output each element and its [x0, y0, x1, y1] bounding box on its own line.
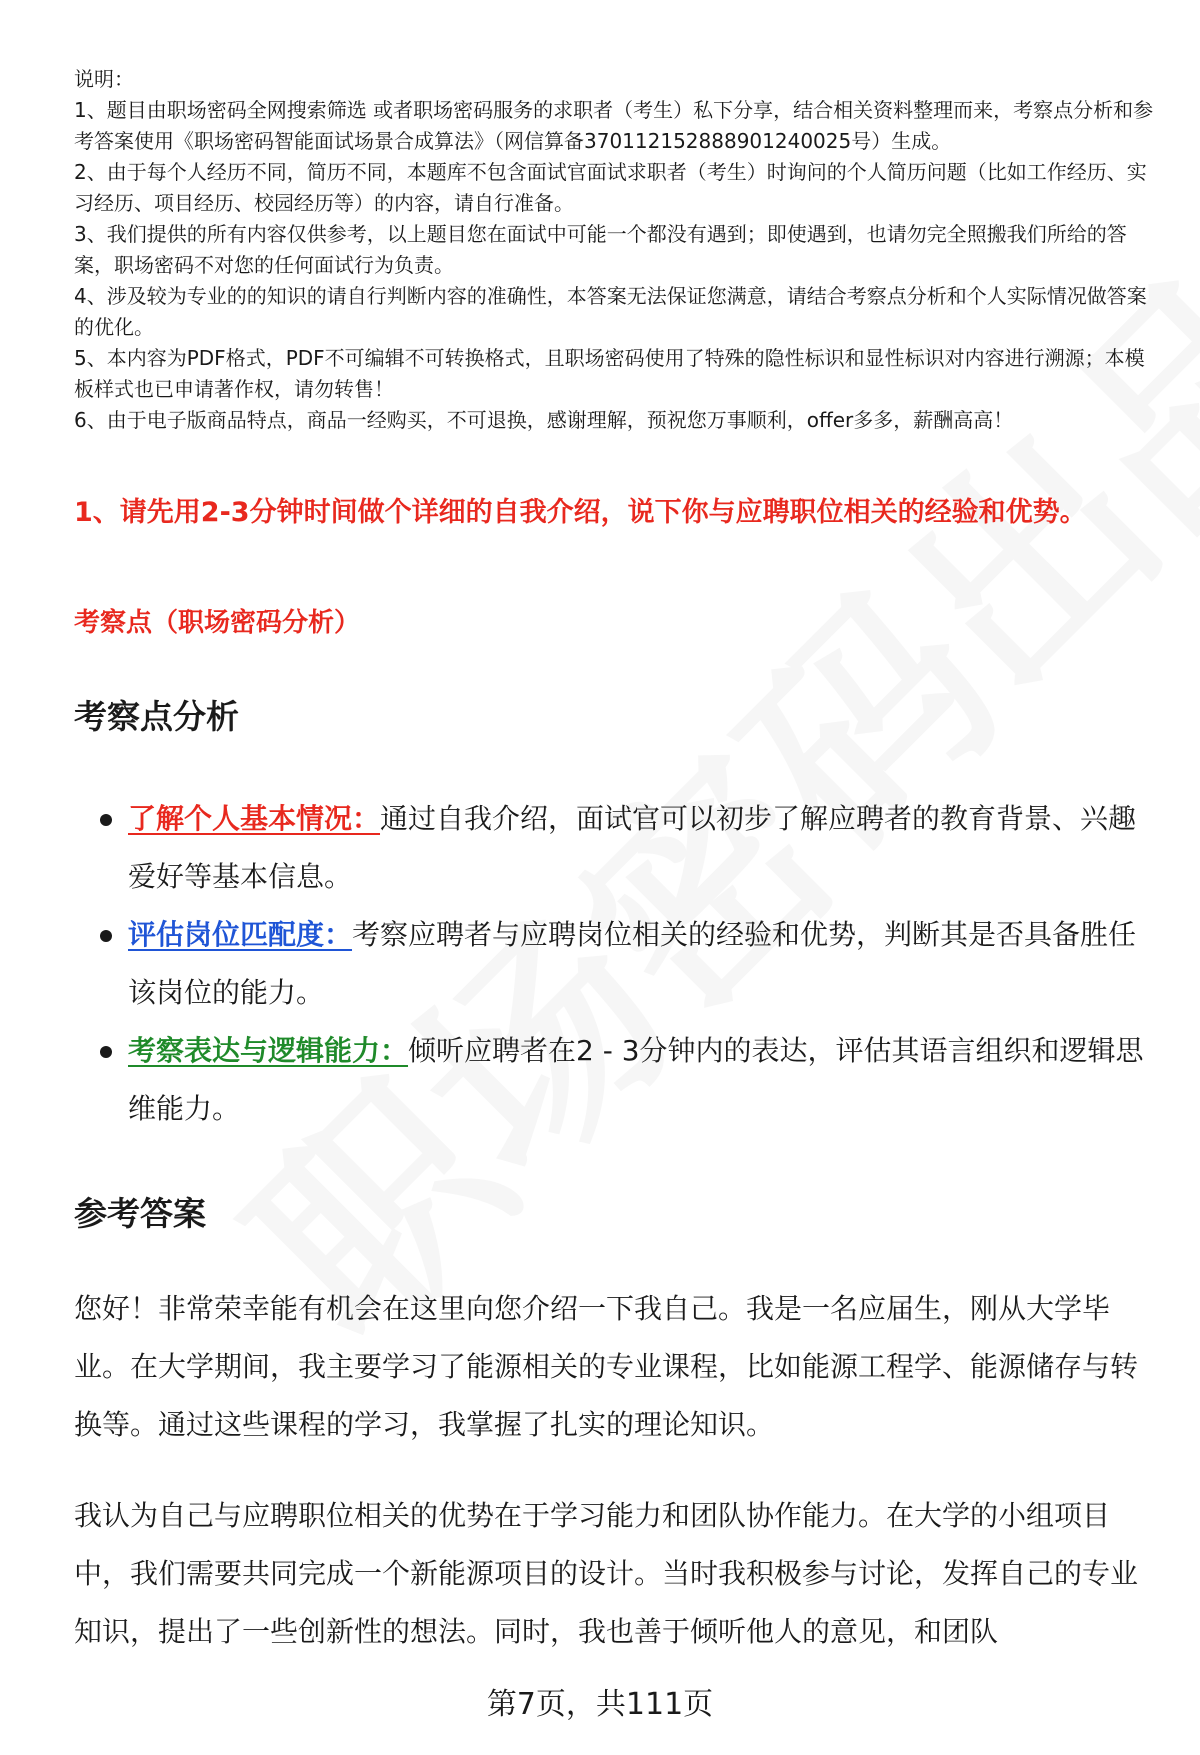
note-item: 4、涉及较为专业的的知识的请自行判断内容的准确性，本答案无法保证您满意，请结合考察点分析和个人实际情况做答案的优化。 — [74, 284, 1147, 339]
analysis-point — [74, 1022, 1164, 1138]
bullet-icon — [100, 930, 112, 942]
point-term: 评估岗位匹配度： — [128, 918, 353, 951]
answer-paragraph: 您好！非常荣幸能有机会在这里向您介绍一下我自己。我是一名应届生，刚从大学毕业。在大学期间，我主要学习了能源相关的专业课程，比如能源工程学、能源储存与转换等。通过这些课程的学习，我掌握了扎实的理论知识。 — [74, 1292, 1139, 1441]
analysis-points — [74, 790, 1164, 1138]
point-term: 考察表达与逻辑能力： — [128, 1034, 409, 1067]
answer-paragraph: 我认为自己与应聘职位相关的优势在于学习能力和团队协作能力。在大学的小组项目中，我们需要共同完成一个新能源项目的设计。当时我积极参与讨论，发挥自己的专业知识，提出了一些创新性的想法。同时，我也善于倾听他人的意见，和团队 — [74, 1499, 1139, 1648]
analysis-point — [74, 906, 1164, 1022]
note-item: 6、由于电子版商品特点，商品一经购买，不可退换，感谢理解，预祝您万事顺利，offer多多，薪酬高高！ — [74, 408, 1014, 432]
analysis-point — [74, 790, 1164, 906]
point-text: 考察应聘者与应聘岗位相关的经验和优势，判断其是否具备胜任该岗位的能力。 — [128, 918, 1137, 1009]
analysis-heading: 考察点分析 — [74, 697, 239, 736]
question-title: 1、请先用2-3分钟时间做个详细的自我介绍，说下你与应聘职位相关的经验和优势。 — [74, 497, 1087, 528]
page-number: 第7页，共111页 — [486, 1687, 714, 1722]
point-text: 通过自我介绍，面试官可以初步了解应聘者的教育背景、兴趣爱好等基本信息。 — [128, 802, 1137, 893]
bullet-icon — [100, 1046, 112, 1058]
point-term: 了解个人基本情况： — [128, 802, 381, 835]
question-subtitle: 考察点（职场密码分析） — [74, 608, 361, 638]
note-item: 1、题目由职场密码全网搜索筛选 或者职场密码服务的求职者（考生）私下分享，结合相关资料整理而来，考察点分析和参考答案使用《职场密码智能面试场景合成算法》（网信算备370112152888901240025号）生成。 — [74, 98, 1154, 153]
bullet-icon — [100, 814, 112, 826]
notes-title: 说明： — [74, 67, 134, 91]
point-text: 倾听应聘者在2 - 3分钟内的表达，评估其语言组织和逻辑思维能力。 — [128, 1034, 1144, 1125]
answer-heading: 参考答案 — [74, 1194, 206, 1233]
note-item: 5、本内容为PDF格式，PDF不可编辑不可转换格式，且职场密码使用了特殊的隐性标识和显性标识对内容进行溯源；本模板样式也已申请著作权，请勿转售！ — [74, 346, 1145, 401]
note-item: 3、我们提供的所有内容仅供参考，以上题目您在面试中可能一个都没有遇到；即使遇到，也请勿完全照搬我们所给的答案，职场密码不对您的任何面试行为负责。 — [74, 222, 1127, 277]
note-item: 2、由于每个人经历不同，简历不同，本题库不包含面试官面试求职者（考生）时询问的个人简历问题（比如工作经历、实习经历、项目经历、校园经历等）的内容，请自行准备。 — [74, 160, 1147, 215]
notes-section — [74, 64, 1164, 436]
